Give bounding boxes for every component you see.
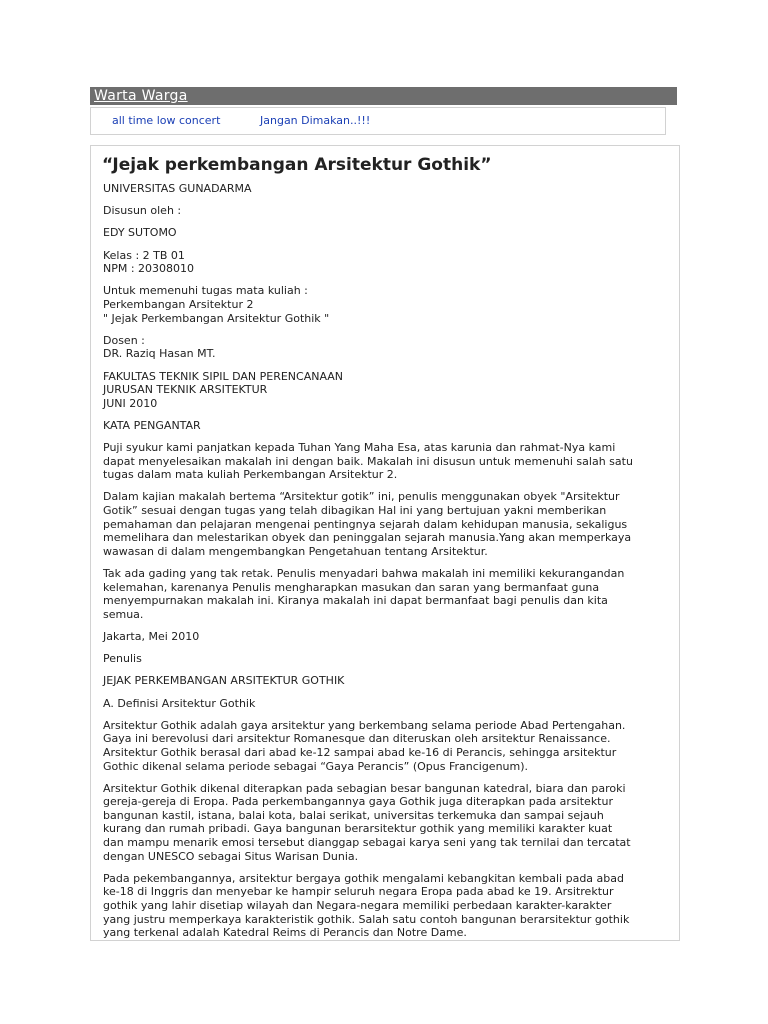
- paragraph: Penulis: [103, 652, 142, 666]
- link-all-time-low-concert[interactable]: all time low concert: [112, 114, 221, 127]
- paragraph: Tak ada gading yang tak retak. Penulis menyadari bahwa makalah ini memiliki kekurangandan kelemahan, karenanya Penulis mengharapkan masukan dan saran yang bermanfaat guna menyempurnakan makalah ini. Kiranya makalah ini dapat bermanfaat bagi penulis dan kita semua.: [103, 567, 625, 621]
- link-jangan-dimakan[interactable]: Jangan Dimakan..!!!: [260, 114, 371, 127]
- article-content: [103, 182, 669, 948]
- paragraph: Disusun oleh :: [103, 204, 182, 218]
- paragraph: UNIVERSITAS GUNADARMA: [103, 182, 252, 195]
- header-bar: [90, 87, 677, 105]
- paragraph: EDY SUTOMO: [103, 226, 177, 240]
- paragraph: A. Definisi Arsitektur Gothik: [103, 696, 256, 710]
- paragraph: Dosen : DR. Raziq Hasan MT.: [103, 333, 216, 361]
- paragraph: Kelas : 2 TB 01 NPM : 20308010: [103, 248, 195, 276]
- paragraph: FAKULTAS TEKNIK SIPIL DAN PERENCANAAN JURUSAN TEKNIK ARSITEKTUR JUNI 2010: [103, 369, 344, 410]
- paragraph: Arsitektur Gothik adalah gaya arsitektur yang berkembang selama periode Abad Pertengahan. Gaya ini berevolusi dari arsitektur Romanesque dan diteruskan oleh arsitektur Renaissance. Arsitektur Gothik berasal dari abad ke-12 sampai abad ke-16 di Perancis, sehingga arsitektur Gothic dikenal selama periode sebagai “Gaya Perancis” (Opus Francigenum).: [103, 718, 626, 773]
- section-title[interactable]: Warta Warga: [94, 88, 188, 104]
- paragraph: Pada pekembangannya, arsitektur bergaya gothik mengalami kebangkitan kembali pada abad ke-18 di Inggris dan menyebar ke hampir seluruh negara Eropa pada abad ke 19. Arsitrektur gothik yang lahir disetiap wilayah dan Negara-negara memiliki perbedaan karakter-karakter yang justru memperkaya karakteristik gothik. Salah satu contoh bangunan berarsitektur gothik yang terkenal adalah Katedral Reims di Perancis dan Notre Dame.: [103, 871, 630, 940]
- article-title: “Jejak perkembangan Arsitektur Gothik”: [102, 155, 492, 175]
- paragraph: Untuk memenuhi tugas mata kuliah : Perkembangan Arsitektur 2 " Jejak Perkembangan Arsitektur Gothik ": [103, 284, 330, 325]
- article-box: [90, 145, 680, 941]
- paragraph: KATA PENGANTAR: [103, 418, 201, 432]
- links-box: [90, 107, 666, 135]
- paragraph: JEJAK PERKEMBANGAN ARSITEKTUR GOTHIK: [103, 674, 345, 688]
- paragraph: Dalam kajian makalah bertema “Arsitektur gotik” ini, penulis menggunakan obyek "Arsitektur Gotik” sesuai dengan tugas yang telah dibagikan Hal ini yang bertujuan yakni memberikan pemahaman dan pelajaran mengenai pentingnya sejarah dalam kehidupan manusia, sekaligus memelihara dan melestarikan obyek dan peninggalan sejarah manusia.Yang akan memperkaya wawasan di dalam mengembangkan Pengetahuan tentang Arsitektur.: [103, 490, 632, 558]
- paragraph: Puji syukur kami panjatkan kepada Tuhan Yang Maha Esa, atas karunia dan rahmat-Nya kami dapat menyelesaikan makalah ini dengan baik. Makalah ini disusun untuk memenuhi salah satu tugas dalam mata kuliah Perkembangan Arsitektur 2.: [103, 441, 633, 482]
- paragraph: Jakarta, Mei 2010: [103, 629, 200, 643]
- paragraph: Arsitektur Gothik dikenal diterapkan pada sebagian besar bangunan katedral, biara dan paroki gereja-gereja di Eropa. Pada perkembangannya gaya Gothik juga diterapkan pada arsitektur bangunan kastil, istana, balai kota, balai serikat, universitas terkemuka dan sampai sejauh kurang dan rumah pribadi. Gaya bangunan berarsitektur gothik yang memiliki karakter kuat dan mampu menarik emosi tersebut dianggap sebagai karya seni yang tak ternilai dan tercatat dengan UNESCO sebagai Situs Warisan Dunia.: [103, 781, 631, 863]
